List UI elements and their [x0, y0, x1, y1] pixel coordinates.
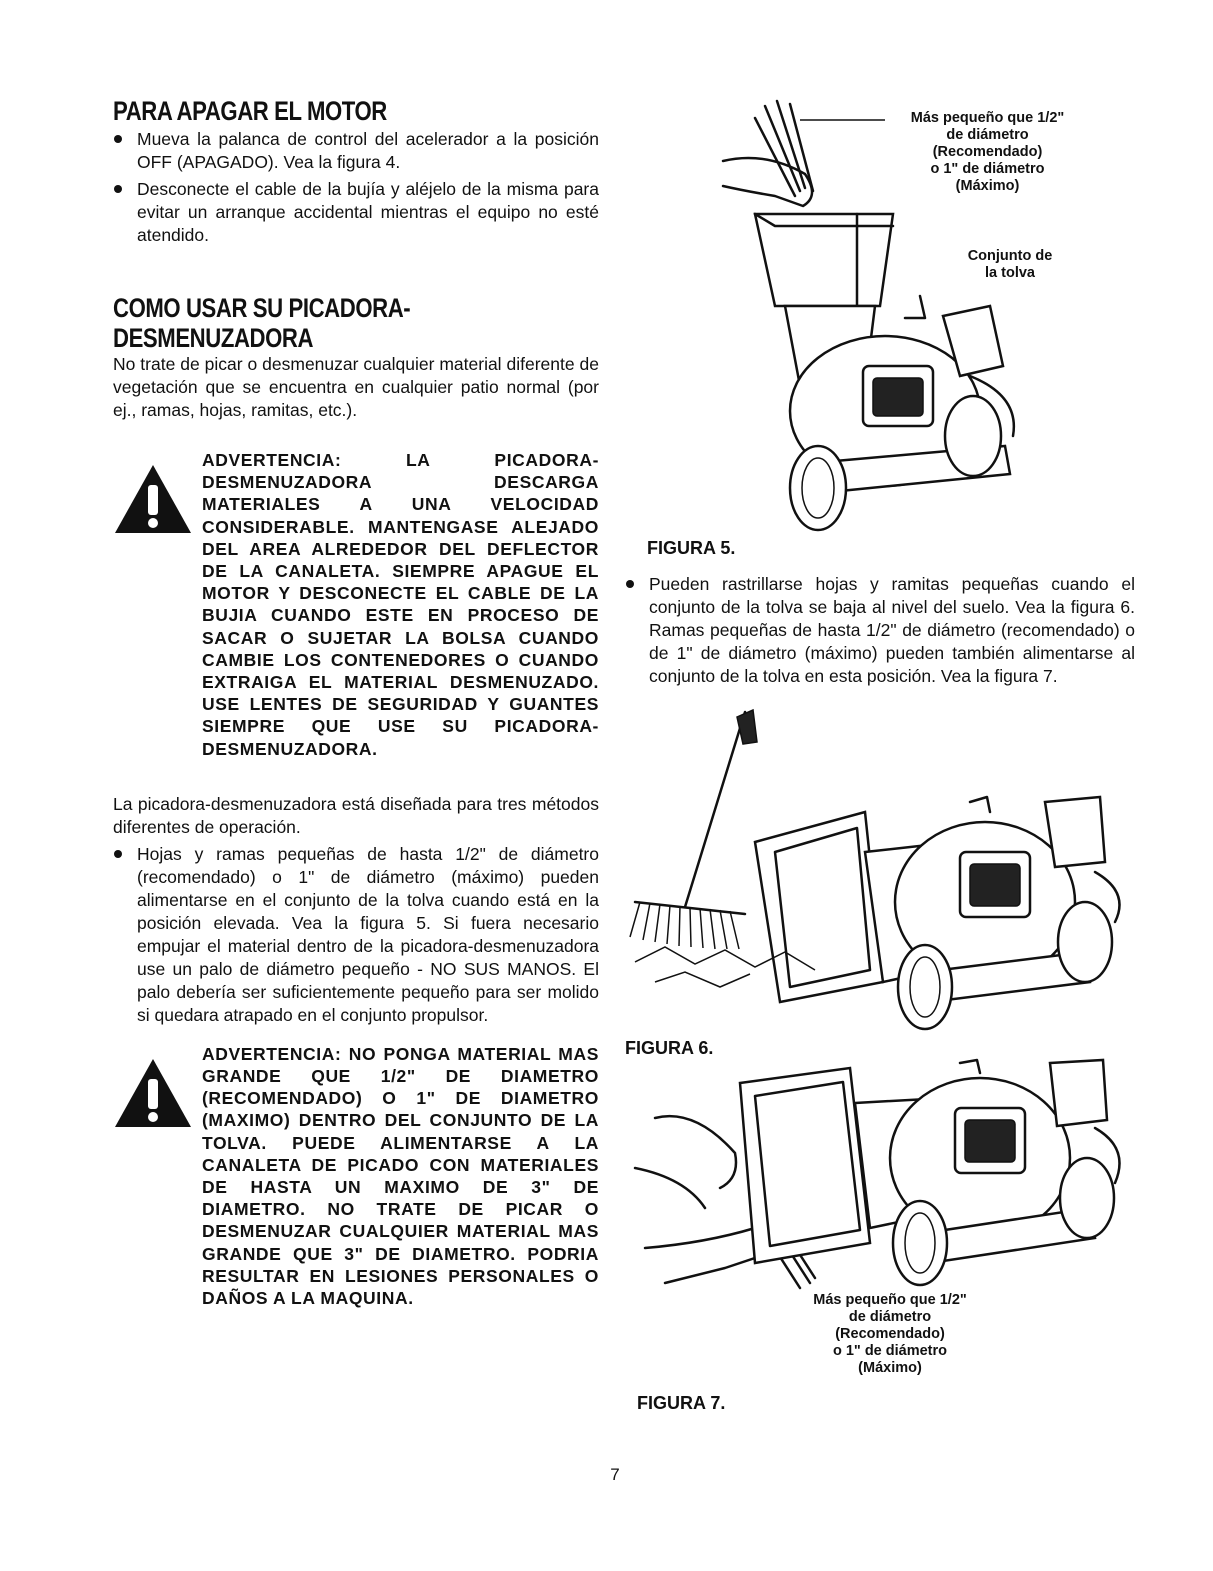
- intro-paragraph: No trate de picar o desmenuzar cualquier material diferente de vegetación que se encuentra en cualquier patio normal (por ej., ramas, hojas, ramitas, etc.).: [113, 354, 599, 420]
- right-list: [625, 573, 1135, 688]
- warning-text-1: ADVERTENCIA: LA PICADORA-DESMENUZADORA DESCARGA MATERIALES A UNA VELOCIDAD CONSIDERABLE. MANTENGASE ALEJADO DEL AREA ALREDEDOR DEL DEFLECTOR DE LA CANALETA. SIEMPRE APAGUE EL MOTOR Y DESCONECTE EL CABLE DE LA BUJIA CUANDO ESTE EN PROCESO DE SACAR O SUJETAR LA BOLSA CUANDO CAMBIE LOS CONTENEDORES O CUANDO EXTRAIGA EL MATERIAL DESMENUZADO. USE LENTES DE SEGURIDAD Y GUANTES SIEMPRE QUE USE SU PICADORA-DESMENUZADORA.: [202, 450, 599, 759]
- figure-5: [625, 96, 1135, 558]
- bullet-icon: [114, 185, 122, 193]
- stop-engine-list: [113, 128, 599, 247]
- list-item: Mueva la palanca de control del acelerador a la posición OFF (APAGADO). Vea la figura 4.: [113, 128, 599, 174]
- figure-6-caption: FIGURA 6.: [625, 1038, 714, 1058]
- heading-stop-engine: PARA APAGAR EL MOTOR: [113, 96, 387, 126]
- left-column: [113, 96, 599, 1309]
- heading-how-to-use: COMO USAR SU PICADORA-: [113, 293, 411, 323]
- warning-block-2: [113, 1043, 599, 1309]
- list-item: Pueden rastrillarse hojas y ramitas pequeñas cuando el conjunto de la tolva se baja al nivel del suelo. Vea la figura 6. Ramas pequeñas de hasta 1/2" de diámetro (recomendado) o de 1" de diámetro (máximo) pueden también alimentarse al conjunto de la tolva en esta posición. Vea la figura 7.: [625, 573, 1135, 688]
- warning-text-2: ADVERTENCIA: NO PONGA MATERIAL MAS GRANDE QUE 1/2" DE DIAMETRO (RECOMENDADO) O 1" DE DIAMETRO (MAXIMO) DENTRO DEL CONJUNTO DE LA TOLVA. PUEDE ALIMENTARSE A LA CANALETA DE PICADO CON MATERIALES DE HASTA UN MAXIMO DE 3" DE DIAMETRO. NO TRATE DE PICAR O DESMENUZAR CUALQUIER MATERIAL MAS GRANDE QUE 3" DE DIAMETRO. PODRIA RESULTAR EN LESIONES PERSONALES O DAÑOS A LA MAQUINA.: [202, 1043, 599, 1309]
- warning-block-1: [113, 449, 599, 760]
- warning-triangle-icon: [113, 463, 193, 535]
- figure-7-caption: FIGURA 7.: [637, 1393, 726, 1413]
- raking-leaves-illustration: [625, 702, 1135, 1032]
- methods-list: [113, 843, 599, 1027]
- warning-triangle-icon: [113, 1057, 193, 1129]
- list-item: Desconecte el cable de la bujía y aléjelo de la misma para evitar un arranque accidental mientras el equipo no esté atendido.: [113, 178, 599, 247]
- callout-branch-size-fig7: Más pequeño que 1/2" de diámetro (Recomendado) o 1" de diámetro (Máximo): [813, 1292, 967, 1376]
- callout-hopper-assembly: Conjunto de la tolva: [967, 248, 1053, 281]
- bullet-icon: [626, 580, 634, 588]
- methods-paragraph: La picadora-desmenuzadora está diseñada para tres métodos diferentes de operación.: [113, 793, 599, 837]
- page-number: 7: [610, 1465, 620, 1484]
- figure-5-caption: FIGURA 5.: [647, 538, 736, 558]
- callout-branch-size: Más pequeño que 1/2" de diámetro (Recomendado) o 1" de diámetro (Máximo): [910, 110, 1065, 194]
- list-item: Hojas y ramas pequeñas de hasta 1/2" de diámetro (recomendado) o 1" de diámetro (máximo) pueden alimentarse en el conjunto de la tolva cuando está en la posición elevada. Vea la figura 5. Si fuera necesario empujar el material dentro de la picadora-desmenuzadora use un palo de diámetro pequeño - NO SUS MANOS. El palo debería ser suficientemente pequeño para ser molido si quedara atrapado en el conjunto propulsor.: [113, 843, 599, 1027]
- figure-7: [625, 1058, 1135, 1438]
- figure-6: [625, 702, 1135, 1058]
- right-column: [625, 96, 1135, 1438]
- heading-how-to-use-line2: DESMENUZADORA: [113, 323, 314, 353]
- bullet-icon: [114, 850, 122, 858]
- bullet-icon: [114, 135, 122, 143]
